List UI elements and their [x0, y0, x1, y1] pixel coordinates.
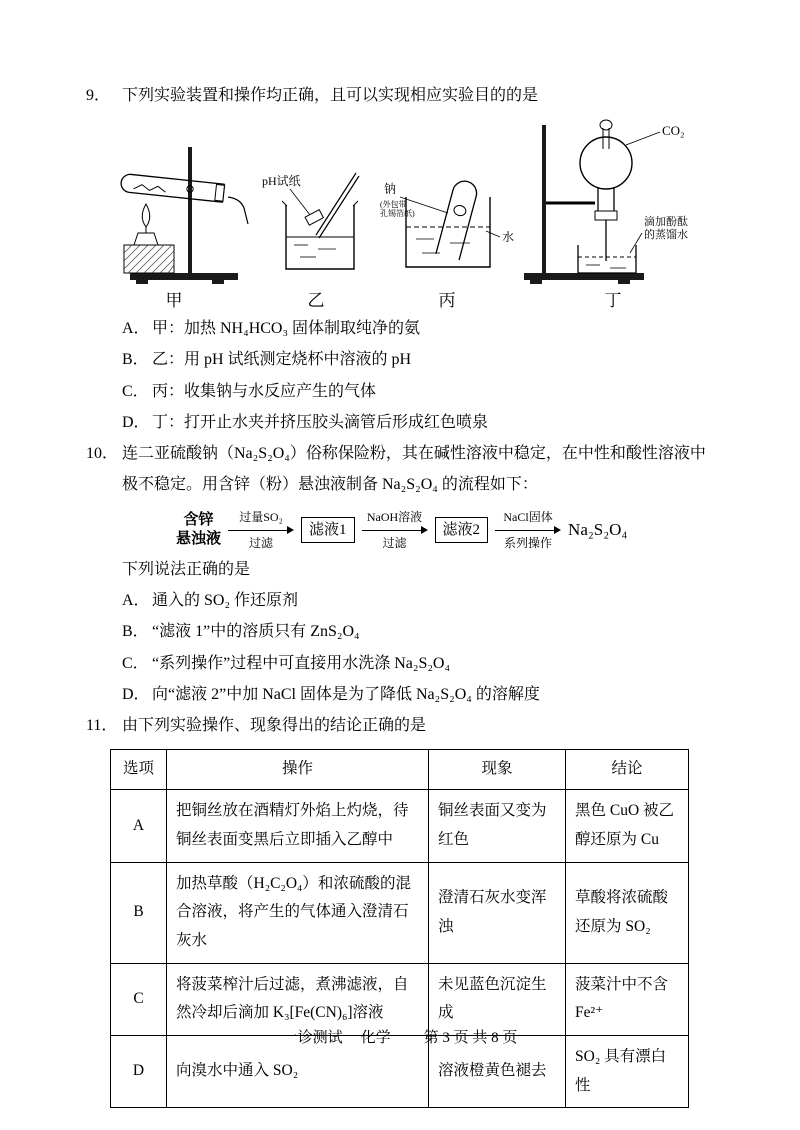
- q11-table-row-c: [111, 963, 689, 1035]
- apparatus-ding: [522, 117, 704, 311]
- q11-col-header-operation: 操作: [167, 750, 429, 790]
- q9-option-c-key: C．: [122, 382, 149, 400]
- q11-row-b-phenomenon: 澄清石灰水变浑浊: [429, 862, 566, 963]
- q11-row-a-conclusion: 黑色 CuO 被乙醇还原为 Cu: [566, 790, 689, 862]
- apparatus-jia-figure: [94, 137, 254, 285]
- q9-option-a: [122, 313, 714, 344]
- flow-arrow-2-shaft: [362, 526, 428, 535]
- footer-exam-name: 一诊测试: [282, 1030, 343, 1046]
- apparatus-bing-figure: [378, 157, 516, 285]
- q11-table-row-b: [111, 862, 689, 963]
- q10-flow-diagram: [176, 510, 714, 550]
- apparatus-bing-caption: 丙: [438, 291, 456, 311]
- flow-source-line1: 含锌: [183, 512, 214, 529]
- q11-row-a-operation: 把铜丝放在酒精灯外焰上灼烧，待铜丝表面变黑后立即插入乙醇中: [167, 790, 429, 862]
- apparatus-bing: [378, 157, 516, 311]
- q10-number: 10．: [86, 444, 119, 462]
- q10-option-c: [122, 648, 714, 679]
- q10-option-a-key: A．: [122, 592, 150, 610]
- q10-option-d-text: 向“滤液 2”中加 NaCl 固体是为了降低 Na₂S₂O₄ 的溶解度: [152, 685, 540, 703]
- flow-arrow-2: [362, 510, 428, 550]
- apparatus-yi-figure: [260, 159, 372, 285]
- q9-options: [86, 313, 714, 438]
- apparatus-jia-caption: 甲: [165, 291, 183, 311]
- q11-col-header-conclusion: 结论: [566, 750, 689, 790]
- flow-arrow-3-top-label: NaCl固体: [503, 510, 553, 525]
- q9-option-b-key: B．: [122, 351, 149, 369]
- water-label: 水: [502, 230, 515, 245]
- apparatus-yi: [260, 159, 372, 311]
- fountain-note-line2: 的蒸馏水: [644, 229, 688, 242]
- apparatus-jia: [94, 137, 254, 311]
- q9-option-d-key: D．: [122, 413, 150, 431]
- q10-option-d-key: D．: [122, 685, 150, 703]
- q9-option-b-text: 乙：用 pH 试纸测定烧杯中溶液的 pH: [152, 351, 412, 369]
- footer-page-info: 第 3 页 共 8 页: [423, 1030, 518, 1046]
- flow-box-filtrate-2: 滤液2: [435, 517, 489, 544]
- flow-arrow-1: [228, 510, 294, 550]
- q11-col-header-option: 选项: [111, 750, 167, 790]
- flow-product: Na₂S₂O₄: [568, 520, 628, 540]
- q9-option-c: [122, 376, 714, 407]
- apparatus-ding-caption: 丁: [604, 291, 622, 311]
- q11-row-b-option: B: [111, 862, 167, 963]
- flow-arrow-3-shaft: [495, 526, 561, 535]
- q9-apparatus-row: [94, 117, 714, 311]
- q11-row-c-phenomenon: 未见蓝色沉淀生成: [429, 963, 566, 1035]
- q11-row-b-operation: 加热草酸（H₂C₂O₄）和浓硫酸的混合溶液，将产生的气体通入澄清石灰水: [167, 862, 429, 963]
- q11-row-c-option: C: [111, 963, 167, 1035]
- question-11: [86, 710, 714, 1108]
- q10-option-b-key: B．: [122, 623, 149, 641]
- footer-subject: 化学: [360, 1030, 391, 1046]
- q11-row-d-conclusion: SO₂ 具有漂白性: [566, 1035, 689, 1107]
- apparatus-yi-caption: 乙: [307, 291, 325, 311]
- flow-source: [176, 511, 221, 549]
- q11-row-c-conclusion: 菠菜汁中不含 Fe²⁺: [566, 963, 689, 1035]
- q10-stem: [86, 438, 714, 500]
- q9-option-d: [122, 407, 714, 438]
- co2-label: CO₂: [662, 123, 685, 139]
- q10-option-a-text: 通入的 SO₂ 作还原剂: [152, 592, 299, 610]
- q10-option-c-text: “系列操作”过程中可直接用水洗涤 Na₂S₂O₄: [152, 654, 451, 672]
- q10-option-d: [122, 679, 714, 710]
- q9-stem: [86, 80, 714, 111]
- ph-paper-label: pH试纸: [262, 174, 301, 189]
- flow-arrow-3: [495, 510, 561, 550]
- flow-arrow-1-top-label: 过量SO₂: [239, 510, 283, 525]
- q9-option-b: [122, 344, 714, 375]
- q11-row-b-conclusion: 草酸将浓硫酸还原为 SO₂: [566, 862, 689, 963]
- q9-option-c-text: 丙：收集钠与水反应产生的气体: [152, 382, 377, 400]
- q10-lead: 下列说法正确的是: [122, 561, 251, 579]
- question-9: [86, 80, 714, 438]
- q11-table-header-row: [111, 750, 689, 790]
- fountain-note-line1: 滴加酚酞: [644, 216, 688, 229]
- flow-source-line2: 悬浊液: [176, 531, 222, 548]
- flow-box-filtrate-1: 滤液1: [301, 517, 355, 544]
- q11-table-row-a: [111, 790, 689, 862]
- q11-row-c-operation: 将菠菜榨汁后过滤，煮沸滤液，自然冷却后滴加 K₃[Fe(CN)₆]溶液: [167, 963, 429, 1035]
- flow-arrow-3-bottom-label: 系列操作: [504, 535, 553, 550]
- q11-table: [110, 749, 689, 1108]
- q11-col-header-phenomenon: 现象: [429, 750, 566, 790]
- q11-row-a-option: A: [111, 790, 167, 862]
- q11-row-d-option: D: [111, 1035, 167, 1107]
- q11-stem: [86, 710, 714, 741]
- q11-number: 11．: [86, 717, 118, 735]
- q9-number: 9．: [86, 87, 111, 104]
- q10-option-a: [122, 585, 714, 616]
- q10-option-b-text: “滤液 1”中的溶质只有 ZnS₂O₄: [152, 623, 360, 641]
- q9-option-d-text: 丁：打开止水夹并挤压胶头滴管后形成红色喷泉: [152, 413, 489, 431]
- apparatus-ding-figure: [522, 117, 704, 285]
- question-10: [86, 438, 714, 710]
- q9-option-a-key: A．: [122, 320, 150, 338]
- q11-stem-text: 由下列实验操作、现象得出的结论正确的是: [122, 717, 427, 735]
- q11-row-a-phenomenon: 铜丝表面又变为红色: [429, 790, 566, 862]
- flow-arrow-2-bottom-label: 过滤: [382, 535, 407, 550]
- q10-stem-text: 连二亚硫酸钠（Na₂S₂O₄）俗称保险粉，其在碱性溶液中稳定，在中性和酸性溶液中极不稳定。用含锌（粉）悬浊液制备 Na₂S₂O₄ 的流程如下：: [122, 444, 706, 494]
- sodium-note-line2: 孔锡箔纸): [380, 209, 415, 219]
- q10-option-b: [122, 616, 714, 647]
- flow-arrow-1-bottom-label: 过滤: [249, 535, 274, 550]
- q11-row-d-phenomenon: 溶液橙黄色褪去: [429, 1035, 566, 1107]
- q9-stem-text: 下列实验装置和操作均正确，且可以实现相应实验目的的是: [122, 87, 539, 104]
- sodium-note-line1: (外包带: [380, 200, 407, 210]
- sodium-label: 钠: [384, 182, 397, 197]
- q9-option-a-text: 甲：加热 NH₄HCO₃ 固体制取纯净的氨: [152, 320, 421, 338]
- flow-arrow-1-shaft: [228, 526, 294, 535]
- page-footer: [0, 1026, 800, 1047]
- flow-arrow-2-top-label: NaOH溶液: [366, 510, 423, 525]
- q11-row-d-operation: 向溴水中通入 SO₂: [167, 1035, 429, 1107]
- q10-options: [86, 585, 714, 710]
- q10-option-c-key: C．: [122, 654, 149, 672]
